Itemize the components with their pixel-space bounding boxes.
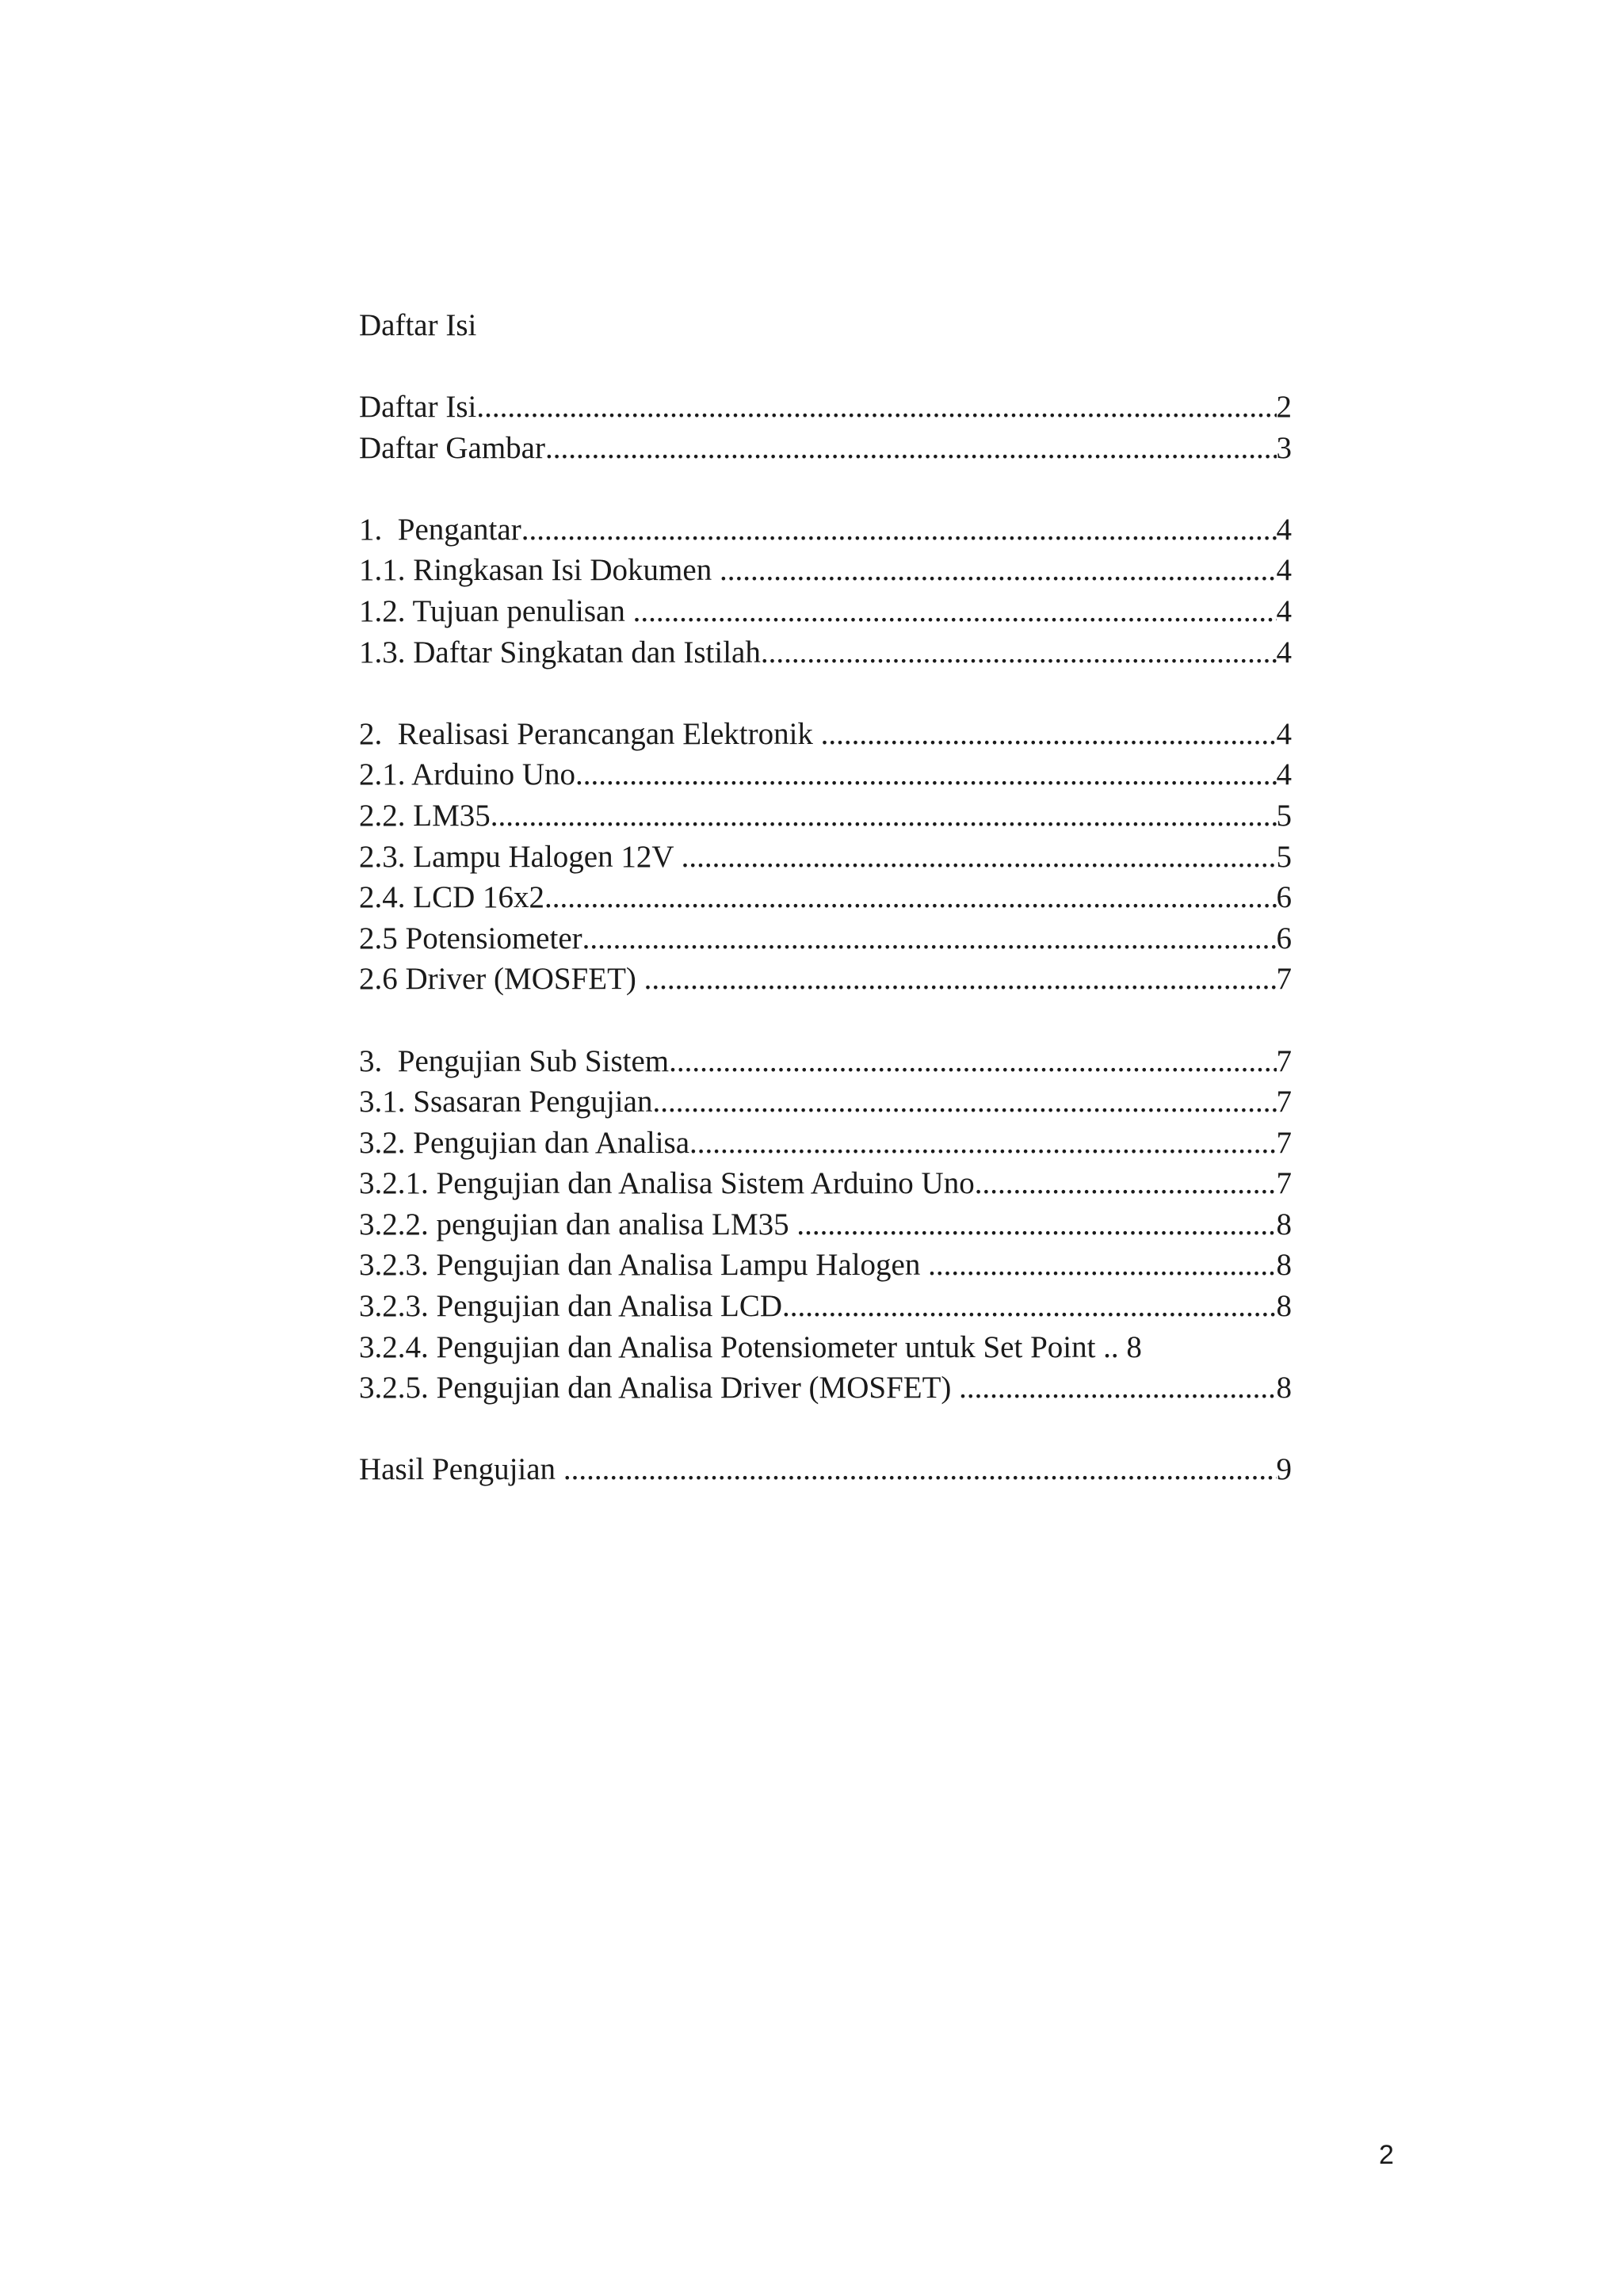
toc-entry-page-number: 8 — [1276, 1207, 1292, 1241]
toc-entry-leader-dots — [761, 632, 1277, 673]
toc-entry-leader-dots — [782, 1286, 1276, 1327]
toc-entry-page-number: 7 — [1276, 1085, 1292, 1119]
toc-entry-leader-dots — [575, 754, 1277, 795]
toc-entry-label: 3.2. Pengujian dan Analisa — [359, 1125, 690, 1160]
toc-entry[interactable] — [359, 428, 1292, 469]
toc-entry[interactable] — [359, 959, 1292, 1000]
toc-entry[interactable] — [359, 714, 1292, 755]
table-of-contents — [359, 387, 1292, 1490]
toc-entry-label: 3.2.5. Pengujian dan Analisa Driver (MOSFET) — [359, 1371, 960, 1405]
toc-entry[interactable] — [359, 1041, 1292, 1082]
toc-entry[interactable] — [359, 632, 1292, 673]
toc-entry-leader-dots — [582, 918, 1277, 959]
toc-entry[interactable] — [359, 877, 1292, 918]
toc-entry-label: 2.1. Arduino Uno — [359, 757, 575, 792]
toc-entry[interactable] — [359, 550, 1292, 591]
toc-entry-label: 1. Pengantar — [359, 512, 521, 547]
toc-entry[interactable] — [359, 837, 1292, 878]
toc-spacer — [359, 468, 1292, 509]
toc-entry-page-number: 4 — [1276, 593, 1292, 628]
toc-entry-label: 1.1. Ringkasan Isi Dokumen — [359, 553, 720, 588]
toc-entry[interactable] — [359, 1163, 1292, 1204]
toc-entry-label: 3.2.3. Pengujian dan Analisa Lampu Halogen — [359, 1248, 929, 1283]
toc-entry-label: 3.1. Ssasaran Pengujian — [359, 1085, 653, 1119]
toc-entry-label: 2. Realisasi Perancangan Elektronik — [359, 716, 821, 751]
toc-entry-leader-dots — [959, 1367, 1276, 1409]
toc-entry-page-number: 7 — [1276, 1043, 1292, 1078]
toc-entry[interactable] — [359, 1367, 1292, 1409]
toc-entry-leader-dots — [682, 837, 1277, 878]
toc-entry-label: 3.2.3. Pengujian dan Analisa LCD — [359, 1289, 783, 1324]
toc-entry-label: 1.3. Daftar Singkatan dan Istilah — [359, 635, 761, 669]
toc-entry-leader-dots — [476, 387, 1276, 428]
toc-entry-leader-dots — [669, 1041, 1276, 1082]
toc-entry-leader-dots — [928, 1245, 1276, 1286]
toc-entry[interactable] — [359, 1286, 1292, 1327]
page-number: 2 — [1379, 2140, 1394, 2170]
toc-entry-leader-dots — [821, 714, 1277, 755]
toc-entry-label: 2.5 Potensiometer — [359, 921, 582, 955]
toc-entry[interactable] — [359, 918, 1292, 959]
toc-entry-leader-dots — [544, 877, 1277, 918]
toc-entry-page-number: 8 — [1276, 1289, 1292, 1324]
toc-entry-page-number: 4 — [1276, 512, 1292, 547]
toc-entry-leader-dots — [633, 591, 1277, 632]
toc-entry-page-number: 8 — [1276, 1248, 1292, 1283]
toc-entry-page-number: 9 — [1276, 1452, 1292, 1487]
toc-entry[interactable] — [359, 1449, 1292, 1490]
toc-entry-page-number: 3 — [1276, 430, 1292, 465]
toc-entry-leader-dots — [975, 1163, 1277, 1204]
toc-entry-page-number: 7 — [1276, 1125, 1292, 1160]
toc-entry-page-number: 5 — [1276, 839, 1292, 874]
toc-entry-label: 3.2.4. Pengujian dan Analisa Potensiometer untuk Set Point .. 8 — [359, 1329, 1142, 1364]
toc-entry-label: 2.2. LM35 — [359, 798, 491, 833]
toc-entry[interactable] — [359, 1123, 1292, 1164]
toc-entry[interactable] — [359, 509, 1292, 551]
toc-spacer — [359, 1000, 1292, 1041]
toc-entry-page-number: 6 — [1276, 880, 1292, 915]
toc-entry[interactable] — [359, 1204, 1292, 1245]
toc-entry-page-number: 6 — [1276, 921, 1292, 955]
toc-entry-page-number: 8 — [1276, 1371, 1292, 1405]
toc-entry[interactable] — [359, 795, 1292, 837]
toc-entry-page-number: 7 — [1276, 1166, 1292, 1201]
toc-entry-leader-dots — [545, 428, 1277, 469]
toc-entry[interactable] — [359, 754, 1292, 795]
toc-entry-label: 2.3. Lampu Halogen 12V — [359, 839, 682, 874]
toc-entry[interactable] — [359, 1245, 1292, 1286]
toc-entry-label: Hasil Pengujian — [359, 1452, 563, 1487]
toc-entry-leader-dots — [652, 1081, 1276, 1123]
toc-entry-leader-dots — [563, 1449, 1277, 1490]
toc-entry-page-number: 7 — [1276, 962, 1292, 997]
toc-entry-page-number: 5 — [1276, 798, 1292, 833]
toc-entry-page-number: 4 — [1276, 757, 1292, 792]
toc-entry-leader-dots — [689, 1123, 1276, 1164]
toc-entry-page-number: 2 — [1276, 390, 1292, 424]
toc-entry-page-number: 4 — [1276, 716, 1292, 751]
toc-entry-page-number: 4 — [1276, 635, 1292, 669]
toc-entry[interactable] — [359, 387, 1292, 428]
toc-entry[interactable] — [359, 1327, 1292, 1368]
toc-entry-leader-dots — [796, 1204, 1276, 1245]
toc-entry-label: Daftar Isi — [359, 390, 477, 424]
toc-entry-leader-dots — [720, 550, 1277, 591]
toc-spacer — [359, 673, 1292, 714]
toc-entry-page-number: 4 — [1276, 553, 1292, 588]
toc-entry-label: 3. Pengujian Sub Sistem — [359, 1043, 670, 1078]
toc-entry[interactable] — [359, 1081, 1292, 1123]
toc-entry-label: 2.4. LCD 16x2 — [359, 880, 544, 915]
toc-entry-label: 2.6 Driver (MOSFET) — [359, 962, 644, 997]
toc-entry-label: 1.2. Tujuan penulisan — [359, 593, 633, 628]
toc-spacer — [359, 1409, 1292, 1450]
toc-entry-leader-dots — [521, 509, 1277, 551]
toc-entry-label: 3.2.2. pengujian dan analisa LM35 — [359, 1207, 797, 1241]
toc-entry[interactable] — [359, 591, 1292, 632]
page-title: Daftar Isi — [359, 308, 477, 342]
toc-entry-leader-dots — [491, 795, 1277, 837]
toc-entry-label: Daftar Gambar — [359, 430, 545, 465]
toc-entry-leader-dots — [644, 959, 1277, 1000]
toc-entry-label: 3.2.1. Pengujian dan Analisa Sistem Arduino Uno — [359, 1166, 975, 1201]
